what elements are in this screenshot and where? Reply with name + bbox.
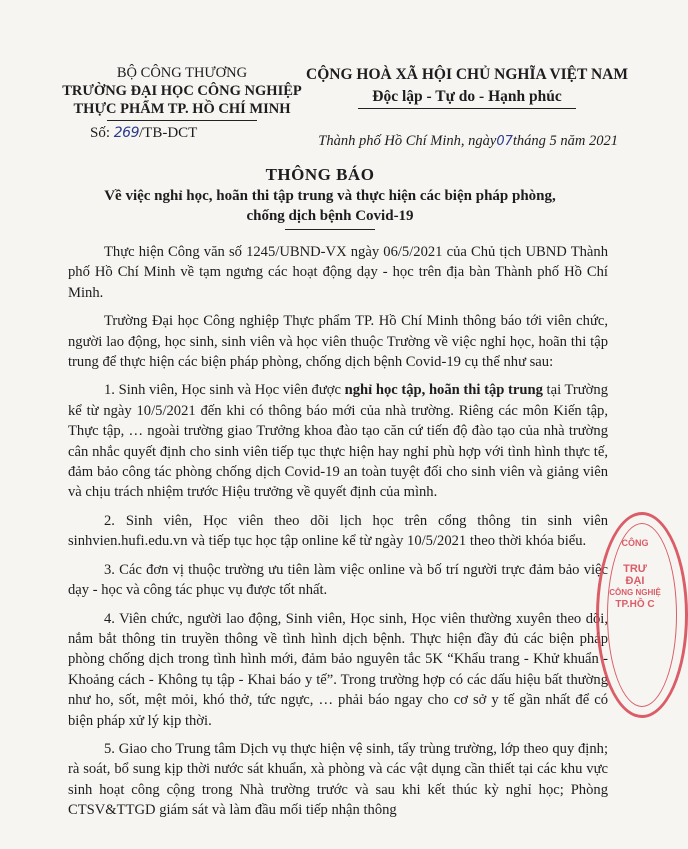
- paragraph-item-1: [68, 380, 608, 502]
- national-header: [302, 64, 632, 109]
- seal-text: [605, 537, 665, 611]
- seal-line5: TP.HỒ C: [615, 599, 655, 610]
- number-suffix: /TB-DCT: [139, 125, 198, 141]
- document-body: [68, 242, 608, 829]
- paragraph-item-2: 2. Sinh viên, Học viên theo dõi lịch học trên cổng thông tin sinh viên sinhvien.hufi.edu.vn và tiếp tục học tập online kể từ ngày 10/5/2021 theo thời khóa biểu.: [68, 512, 608, 550]
- subject-underline: [285, 229, 375, 230]
- official-seal: [596, 512, 688, 718]
- issuer-underline: [107, 120, 257, 121]
- paragraph-item-5: 5. Giao cho Trung tâm Dịch vụ thực hiện vệ sinh, tẩy trùng trường, lớp theo quy định; rà soát, bổ sung kịp thời nước sát khuẩn, xà phòng và các vật dụng cần thiết tại các khu vực sinh hoạt công cộng trong Nhà trường trước và sau khi kết thúc kỳ nghỉ học; Phòng CTSV&TTGD giám sát và làm đầu mối tiếp nhận thông: [68, 740, 608, 819]
- item-1-bold: nghỉ học tập, hoãn thi tập trung: [344, 382, 543, 399]
- date-prefix: Thành phố Hồ Chí Minh, ngày: [318, 133, 497, 149]
- date-day-handwritten: 07: [496, 134, 513, 149]
- school-name-line1: TRƯỜNG ĐẠI HỌC CÔNG NGHIỆP: [62, 83, 302, 99]
- ministry-name: BỘ CÔNG THƯƠNG: [116, 65, 248, 81]
- country-name: CỘNG HOÀ XÃ HỘI CHỦ NGHĨA VIỆT NAM: [306, 66, 628, 83]
- paragraph-intro: Thực hiện Công văn số 1245/UBND-VX ngày 06/5/2021 của Chủ tịch UBND Thành phố Hồ Chí Minh về tạm ngưng các hoạt động dạy - học trên địa bàn Thành phố Hồ Chí Minh.: [68, 244, 608, 301]
- paragraph-item-4: 4. Viên chức, người lao động, Sinh viên, Học sinh, Học viên thường xuyên theo dõi, nắm bắt thông tin truyền thông về tình hình dịch bệnh. Thực hiện đầy đủ các biện pháp phòng chống dịch trong tình hình mới, đảm bảo nguyên tắc 5K “Khẩu trang - Khử khuẩn - Khoảng cách - Không tụ tập - Khai báo y tế”. Trong trường hợp có các dấu hiệu bất thường như ho, sốt, mệt mỏi, khó thở, tức ngực, … phải báo ngay cho cơ sở y tế gần nhất để có biện pháp xử lý kịp thời.: [68, 610, 608, 729]
- number-handwritten: 269: [113, 125, 139, 141]
- seal-line2: TRƯ: [623, 563, 647, 575]
- paragraph-item-3: 3. Các đơn vị thuộc trường ưu tiên làm việc online và bố trí người trực đảm bảo việc dạy - học và công tác phục vụ được tốt nhất.: [68, 561, 608, 599]
- item-1-start: 1. Sinh viên, Học sinh và Học viên được: [104, 382, 345, 399]
- subject-line1: Về việc nghỉ học, hoãn thi tập trung và thực hiện các biện pháp phòng,: [104, 188, 556, 204]
- motto-underline: [358, 108, 576, 109]
- date-suffix: tháng 5 năm 2021: [512, 133, 618, 149]
- school-name-line2: THỰC PHẨM TP. HỒ CHÍ MINH: [73, 101, 291, 117]
- subject-line2: chống dịch bệnh Covid-19: [246, 208, 414, 224]
- document-title: THÔNG BÁO: [265, 165, 375, 184]
- motto: Độc lập - Tự do - Hạnh phúc: [372, 88, 562, 105]
- issuer-block: [62, 64, 302, 121]
- seal-line3: ĐẠI: [625, 575, 645, 587]
- document-number: [90, 125, 197, 142]
- seal-line1: CÔNG: [621, 538, 649, 548]
- paragraph-announcement: Trường Đại học Công nghiệp Thực phẩm TP. Hồ Chí Minh thông báo tới viên chức, người lao động, học sinh, sinh viên và học viên thuộc Trường về việc nghỉ học, hoãn thi tập trung để thực hiện các biện pháp phòng, chống dịch bệnh Covid-19 cụ thể như sau:: [68, 313, 608, 371]
- issue-date: [318, 133, 618, 150]
- number-prefix: Số:: [90, 125, 111, 141]
- document-subject: [70, 186, 590, 230]
- seal-line4: CÔNG NGHIỆ: [609, 588, 661, 597]
- item-1-end: tại Trường kể từ ngày 10/5/2021 đến khi có thông báo mới của nhà trường. Riêng các môn Kiến tập, Thực tập, … ngoài trường giao Trưởng khoa đào tạo căn cứ tiến độ đào tạo của nhà trường cân nhắc quyết định cho sinh viên tiếp tục thực hiện hay nghỉ phù hợp với tình hình thực tế, đảm bảo công tác phòng chống dịch Covid-19 an toàn tuyệt đối cho sinh viên và giảng viên và chịu trách nhiệm trước Hiệu trưởng về quyết định của mình.: [68, 382, 608, 501]
